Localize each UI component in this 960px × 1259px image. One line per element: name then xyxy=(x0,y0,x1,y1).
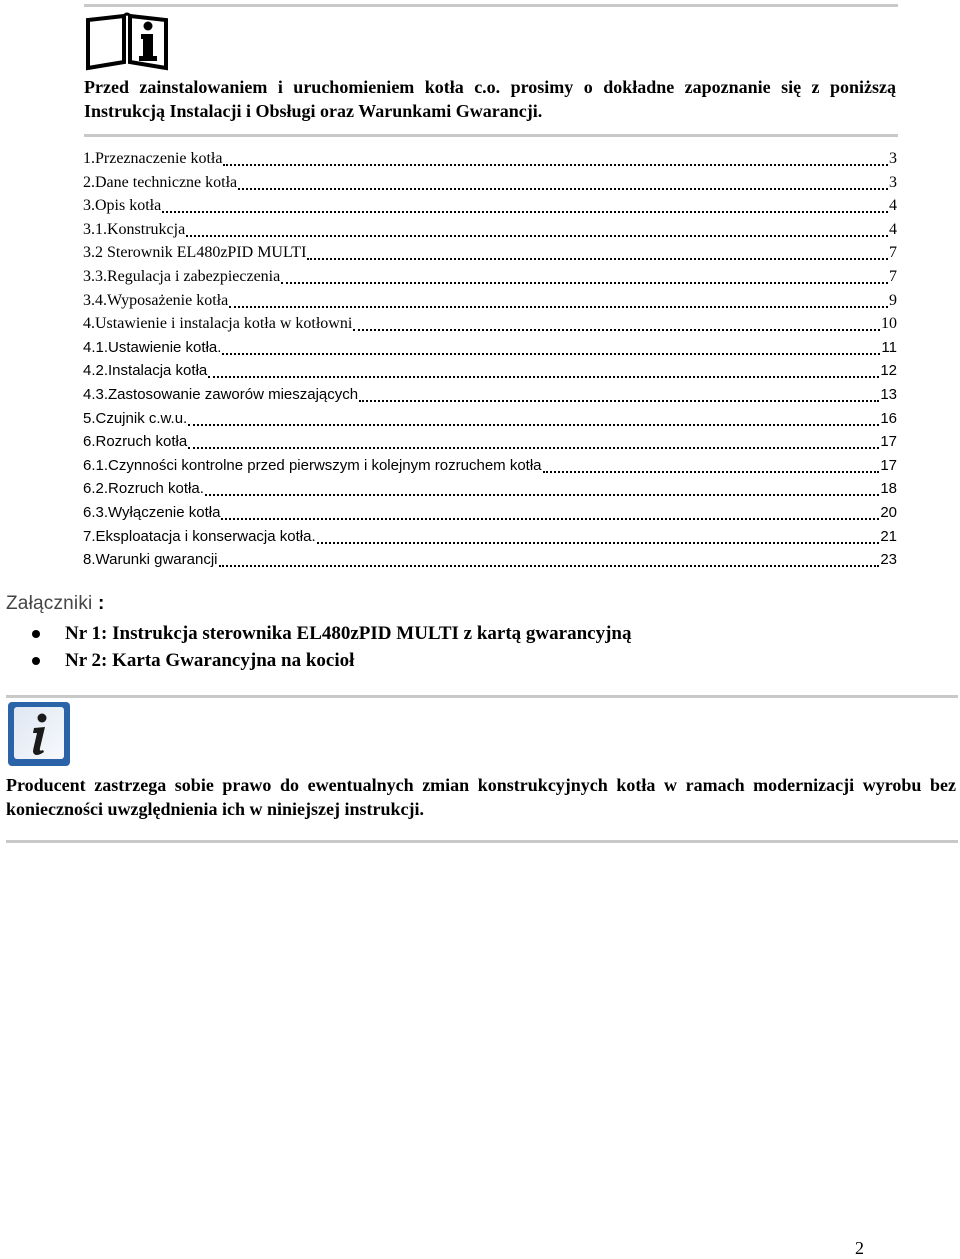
toc-page-number: 17 xyxy=(880,456,897,474)
toc-title: 6.2.Rozruch kotła. xyxy=(83,480,204,498)
toc-title: 4.3.Zastosowanie zaworów mieszających xyxy=(83,385,359,403)
toc-row[interactable] xyxy=(83,430,897,454)
toc-row[interactable] xyxy=(83,265,897,289)
notice-bottom-rule xyxy=(6,840,958,843)
toc-leader xyxy=(223,150,888,166)
toc-title: 4.Ustawienie i instalacja kotła w kotłowni xyxy=(83,315,353,333)
toc-page-number: 4 xyxy=(889,197,897,215)
attachments-heading-text: Załączniki xyxy=(6,593,93,614)
toc-page-number: 7 xyxy=(889,267,897,285)
toc-leader xyxy=(307,244,888,260)
toc-leader xyxy=(229,292,888,308)
toc-leader xyxy=(221,504,879,520)
toc-title: 2.Dane techniczne kotła xyxy=(83,173,238,191)
toc-page-number: 7 xyxy=(889,244,897,262)
toc-page-number: 11 xyxy=(881,338,897,356)
attachment-item xyxy=(32,620,631,647)
toc-leader xyxy=(238,174,888,190)
attachments-heading-colon: : xyxy=(92,593,105,614)
toc-page-number: 3 xyxy=(889,150,897,167)
book-info-icon xyxy=(84,10,170,74)
toc-page-number: 20 xyxy=(880,503,897,521)
toc-row[interactable] xyxy=(83,359,897,383)
toc-title: 1.Przeznaczenie kotła xyxy=(83,150,223,167)
toc-leader xyxy=(188,410,879,426)
toc-row[interactable] xyxy=(83,289,897,313)
table-of-contents xyxy=(83,147,897,572)
toc-page-number: 17 xyxy=(880,433,897,451)
attachment-item xyxy=(32,647,631,674)
toc-row[interactable] xyxy=(83,171,897,195)
top-rule xyxy=(84,4,898,7)
toc-title: 3.4.Wyposażenie kotła xyxy=(83,291,229,309)
toc-page-number: 10 xyxy=(881,315,897,333)
toc-leader xyxy=(543,457,880,473)
toc-title: 3.2 Sterownik EL480zPID MULTI xyxy=(83,244,307,262)
toc-page-number: 9 xyxy=(889,291,897,309)
toc-title: 4.2.Instalacja kotła xyxy=(83,362,208,380)
toc-page-number: 3 xyxy=(889,173,897,191)
toc-row[interactable] xyxy=(83,147,897,171)
intro-rule xyxy=(84,134,898,137)
toc-leader xyxy=(353,315,880,331)
toc-leader xyxy=(219,551,880,567)
toc-row[interactable] xyxy=(83,383,897,407)
toc-row[interactable] xyxy=(83,525,897,549)
attachments-heading xyxy=(6,593,105,615)
toc-leader xyxy=(188,433,879,449)
toc-title: 3.3.Regulacja i zabezpieczenia xyxy=(83,267,281,285)
toc-leader xyxy=(186,221,888,237)
toc-page-number: 13 xyxy=(880,385,897,403)
toc-title: 3.Opis kotła xyxy=(83,197,162,215)
toc-page-number: 12 xyxy=(880,362,897,380)
toc-title: 6.Rozruch kotła xyxy=(83,433,188,451)
toc-page-number: 16 xyxy=(880,409,897,427)
toc-title: 7.Eksploatacja i konserwacja kotła. xyxy=(83,527,316,545)
toc-leader xyxy=(162,197,888,213)
toc-title: 6.3.Wyłączenie kotła xyxy=(83,503,221,521)
toc-row[interactable] xyxy=(83,336,897,360)
toc-leader xyxy=(222,339,880,355)
toc-page-number: 23 xyxy=(880,551,897,569)
toc-leader xyxy=(359,386,879,402)
attachment-label: Nr 2: Karta Gwarancyjna na kocioł xyxy=(65,650,355,671)
toc-page-number: 4 xyxy=(889,220,897,238)
info-icon xyxy=(6,700,72,768)
page-number: 2 xyxy=(855,1238,864,1258)
intro-text: Przed zainstalowaniem i uruchomieniem kotła c.o. prosimy o dokładne zapoznanie się z poniższą Instrukcją Instalacji i Obsługi oraz Warunkami Gwarancji. xyxy=(84,77,896,121)
toc-title: 6.1.Czynności kontrolne przed pierwszym i kolejnym rozruchem kotła xyxy=(83,456,542,474)
toc-row[interactable] xyxy=(83,477,897,501)
toc-leader xyxy=(205,480,879,496)
toc-title: 5.Czujnik c.w.u. xyxy=(83,409,188,427)
notice-top-rule xyxy=(6,695,958,698)
toc-row[interactable] xyxy=(83,548,897,572)
bullet-icon xyxy=(32,657,40,665)
toc-page-number: 21 xyxy=(880,527,897,545)
bullet-icon xyxy=(32,630,40,638)
toc-row[interactable] xyxy=(83,501,897,525)
toc-leader xyxy=(208,362,879,378)
toc-row[interactable] xyxy=(83,194,897,218)
toc-row[interactable] xyxy=(83,454,897,478)
toc-page-number: 18 xyxy=(880,480,897,498)
attachment-label: Nr 1: Instrukcja sterownika EL480zPID MULTI z kartą gwarancyjną xyxy=(65,623,632,644)
toc-row[interactable] xyxy=(83,407,897,431)
notice-text: Producent zastrzega sobie prawo do ewentualnych zmian konstrukcyjnych kotła w ramach modernizacji wyrobu bez konieczności uwzględnienia ich w niniejszej instrukcji. xyxy=(6,775,956,819)
toc-title: 3.1.Konstrukcja xyxy=(83,220,186,238)
toc-row[interactable] xyxy=(83,241,897,265)
toc-title: 8.Warunki gwarancji xyxy=(83,551,218,569)
attachments-list xyxy=(32,620,631,674)
toc-row[interactable] xyxy=(83,218,897,242)
toc-leader xyxy=(317,528,880,544)
toc-title: 4.1.Ustawienie kotła. xyxy=(83,338,222,356)
toc-leader xyxy=(281,268,888,284)
toc-row[interactable] xyxy=(83,312,897,336)
